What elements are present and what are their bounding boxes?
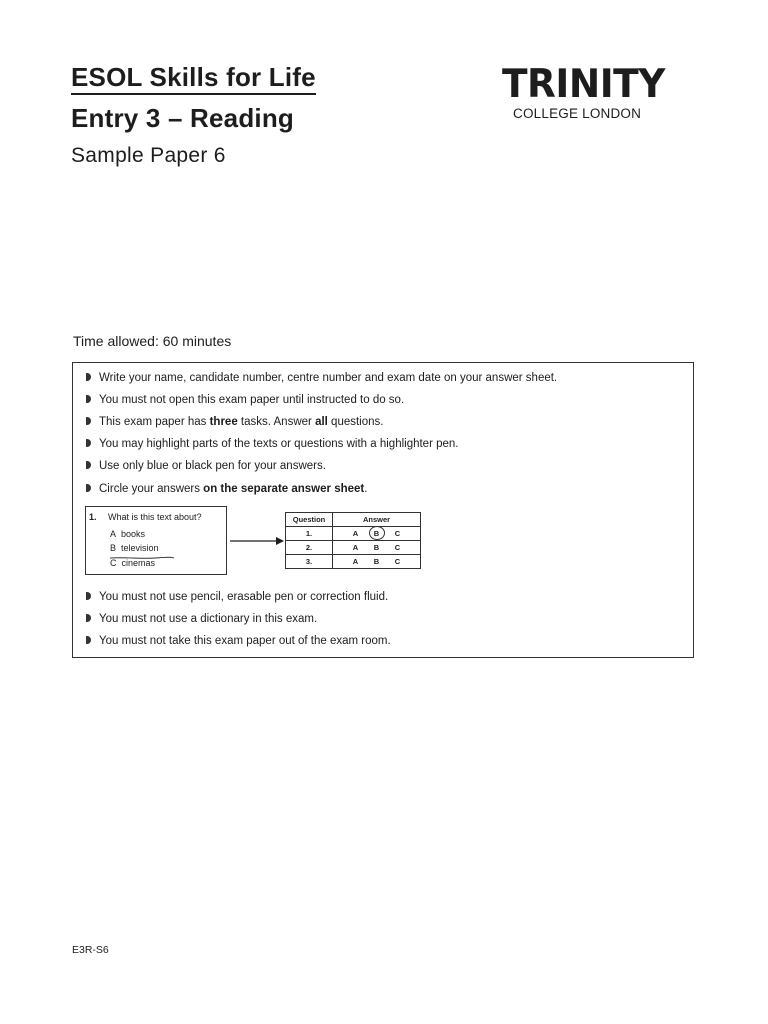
instruction-item: [86, 415, 383, 429]
instruction-text: You must not take this exam paper out of the exam room.: [99, 635, 391, 647]
bullet-icon: [86, 461, 91, 469]
time-allowed-value: 60 minutes: [162, 333, 232, 349]
trinity-logo: [502, 62, 696, 122]
bullet-icon: [86, 614, 91, 622]
row-question-number: 2.: [286, 541, 333, 555]
answer-option: C: [394, 557, 401, 566]
instruction-item: [86, 371, 557, 385]
instruction-text: You may highlight parts of the texts or questions with a highlighter pen.: [99, 438, 459, 450]
instruction-text: Use only blue or black pen for your answers.: [99, 460, 326, 472]
instruction-item: [86, 612, 317, 626]
bullet-icon: [86, 592, 91, 600]
bullet-icon: [86, 373, 91, 381]
instruction-text: Circle your answers: [99, 483, 204, 495]
row-answer-options: [333, 555, 421, 569]
instruction-text: Write your name, candidate number, centre number and exam date on your answer sheet.: [99, 372, 558, 384]
instruction-emphasis: all: [315, 416, 328, 428]
example-option-c: C cinemas: [110, 558, 156, 568]
answer-option: A: [352, 529, 359, 538]
example-question-text: What is this text about?: [108, 512, 202, 522]
instruction-text: tasks. Answer: [237, 416, 316, 428]
instruction-text: .: [364, 483, 368, 495]
bullet-icon: [86, 484, 91, 492]
example-option-b: B television: [110, 543, 159, 553]
logo-wordmark: TRINITY: [502, 62, 665, 107]
instruction-emphasis: on the separate answer sheet: [203, 483, 365, 495]
answer-sheet-table: [285, 512, 421, 569]
instruction-item: [86, 437, 459, 451]
table-row: [286, 527, 421, 541]
row-question-number: 3.: [286, 555, 333, 569]
example-question-box: [85, 506, 227, 575]
arrow-icon: [229, 535, 284, 547]
answer-option: B: [373, 543, 380, 552]
row-answer-options: [333, 527, 421, 541]
answer-option-circled: B: [370, 529, 384, 538]
answer-option: B: [373, 557, 380, 566]
table-row: [286, 541, 421, 555]
instruction-item: [86, 482, 367, 496]
instruction-item: [86, 590, 388, 604]
answer-option: C: [394, 543, 401, 552]
answer-option: A: [352, 543, 359, 552]
instruction-text: You must not open this exam paper until instructed to do so.: [99, 394, 405, 406]
instruction-text: questions.: [327, 416, 384, 428]
instruction-emphasis: three: [209, 416, 238, 428]
table-row: [286, 555, 421, 569]
bullet-icon: [86, 395, 91, 403]
instruction-item: [86, 459, 326, 473]
instruction-text: You must not use a dictionary in this exam.: [99, 613, 318, 625]
logo-subtitle: COLLEGE LONDON: [513, 106, 642, 121]
paper-code: E3R-S6: [72, 944, 109, 956]
instruction-text: You must not use pencil, erasable pen or correction fluid.: [99, 591, 389, 603]
example-option-a: A books: [110, 529, 146, 539]
row-question-number: 1.: [286, 527, 333, 541]
title-esol-skills: ESOL Skills for Life: [71, 62, 316, 95]
time-allowed: [73, 332, 231, 350]
col-question: Question: [286, 513, 333, 527]
bullet-icon: [86, 439, 91, 447]
example-question-number: 1.: [89, 512, 97, 522]
bullet-icon: [86, 417, 91, 425]
answer-option: A: [352, 557, 359, 566]
bullet-icon: [86, 636, 91, 644]
answer-sheet-header: [286, 513, 421, 527]
instruction-item: [86, 634, 391, 648]
title-sample-paper: Sample Paper 6: [71, 144, 226, 167]
row-answer-options: [333, 541, 421, 555]
instruction-item: [86, 393, 404, 407]
col-answer: Answer: [333, 513, 421, 527]
instruction-text: This exam paper has: [99, 416, 210, 428]
time-allowed-label: Time allowed:: [73, 333, 159, 349]
title-entry-reading: Entry 3 – Reading: [71, 103, 295, 133]
answer-option: C: [394, 529, 401, 538]
